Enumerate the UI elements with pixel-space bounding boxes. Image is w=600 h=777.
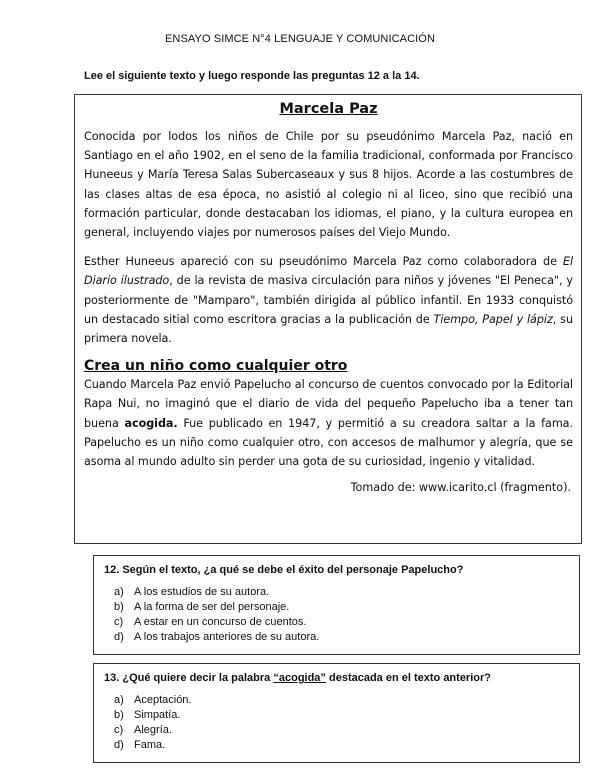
section-subtitle: Crea un niño como cualquier otro (84, 358, 348, 375)
paragraph-1: Conocida por lodos los niños de Chile por su pseudónimo Marcela Paz, nació en Santiago en el año 1902, en el seno de la familia tradicional, conformada por Francisco Huneeus y María Teresa Salas Subercaseaux y sus 8 hijos. Acorde a las costumbres de las clases altas de esa época, no asistió al colegio ni al liceo, sino que recibió una formación particular, donde destacaban los idiomas, el piano, y la cultura europea en general, incluyendo viajes por numerosos países del Viejo Mundo. (84, 130, 573, 240)
option-text: Fama. (134, 739, 166, 751)
paragraph-3 (84, 375, 573, 471)
option-text: Simpatía. (134, 709, 181, 721)
paragraph-3-text-b: Fue publicado en 1947, y permitió a su creadora saltar a la fama. Papelucho es un niño como cualquier otro, con accesos de malhumor y alegría, que se asoma al mundo adulto sin perder una gota de su curiosidad, ingenio y vitalidad. (84, 416, 573, 469)
source-citation: Tomado de: www.icarito.cl (fragmento). (350, 481, 571, 495)
question-13-text (104, 672, 569, 684)
passage-title: Marcela Paz (279, 101, 378, 117)
answer-option[interactable] (104, 585, 569, 600)
paragraph-2 (84, 252, 573, 348)
answer-option[interactable] (104, 630, 569, 645)
paragraph-2-text-b: , de la revista de masiva circulación para niños y jóvenes "El Peneca", y posteriormente de "Mamparo", también dirigida al público infantil. En 1933 conquistó un destacado sitial como escritora gracias a la publicación de (84, 274, 573, 326)
paragraph-2-text-c: , su primera novela. (84, 312, 573, 346)
option-text: Alegría. (134, 724, 172, 736)
question-13-text-b: destacada en el texto anterior? (325, 672, 491, 684)
answer-option[interactable] (104, 600, 569, 615)
option-letter: b) (114, 601, 124, 613)
answer-option[interactable] (104, 738, 569, 753)
answer-option[interactable] (104, 723, 569, 738)
reading-passage (74, 94, 582, 544)
question-12-text: 12. Según el texto, ¿a qué se debe el éxito del personaje Papelucho? (104, 564, 464, 576)
option-letter: b) (114, 709, 124, 721)
highlighted-word: acogida. (124, 416, 178, 430)
option-letter: a) (114, 694, 124, 706)
answer-option[interactable] (104, 693, 569, 708)
question-13-text-a: 13. ¿Qué quiere decir la palabra (104, 672, 274, 684)
option-letter: d) (114, 739, 124, 751)
question-13-keyword: “acogida” (273, 672, 326, 684)
novel-title: Tiempo, Papel y lápiz (433, 312, 553, 326)
question-12 (93, 555, 580, 655)
answer-option[interactable] (104, 615, 569, 630)
answer-option[interactable] (104, 708, 569, 723)
option-letter: c) (114, 724, 124, 736)
paragraph-2-text-a: Esther Huneeus apareció con su pseudónimo Marcela Paz como colaboradora de (84, 255, 563, 269)
option-text: A la forma de ser del personaje. (134, 601, 290, 613)
option-letter: a) (114, 586, 124, 598)
option-text: A estar en un concurso de cuentos. (134, 616, 307, 628)
question-13 (93, 663, 580, 763)
option-text: A los trabajos anteriores de su autora. (134, 631, 320, 643)
option-letter: d) (114, 631, 124, 643)
page-header: ENSAYO SIMCE N°4 LENGUAJE Y COMUNICACIÓN (164, 33, 435, 45)
paragraph-3-text-a: Cuando Marcela Paz envió Papelucho al concurso de cuentos convocado por la Editorial Rapa Nui, no imaginó que el diario de vida del pequeño Papelucho iba a tener tan buena (84, 378, 573, 430)
diario-ilustrado-title: El Diario ilustrado (84, 255, 573, 288)
option-text: A los estudios de su autora. (134, 586, 270, 598)
instruction-text: Lee el siguiente texto y luego responde las preguntas 12 a la 14. (84, 70, 420, 82)
option-text: Aceptación. (134, 694, 192, 706)
option-letter: c) (114, 616, 124, 628)
